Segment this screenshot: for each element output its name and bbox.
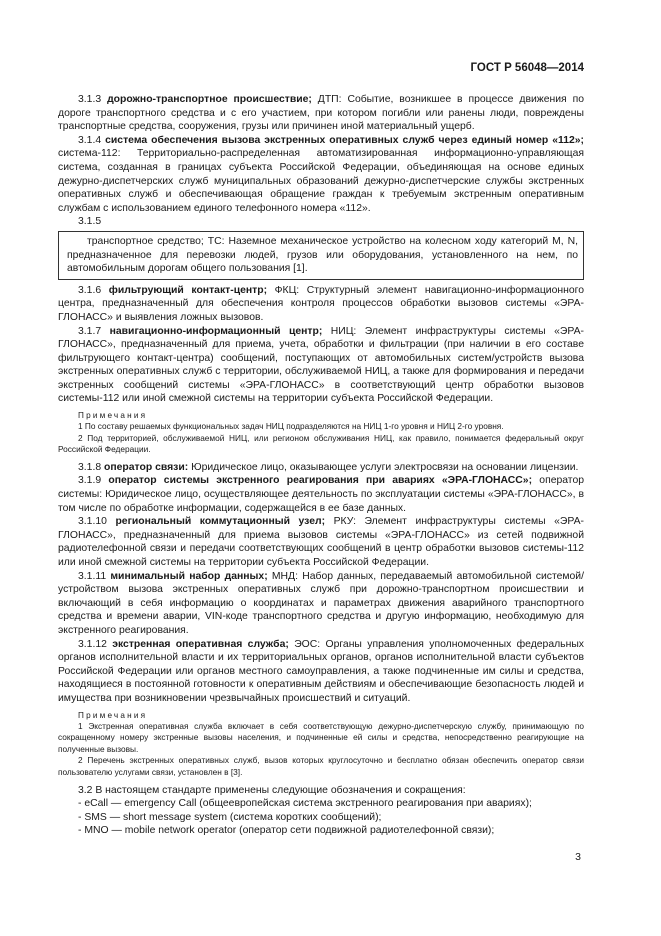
term-definition: НИЦ: Элемент инфраструктуры системы «ЭРА-ГЛОНАСС», предназначенный для приема, учета, обработки и фильтрации (при наличии в его составе фильтрующего контакт-центра) сообщений, поступающих от автомобильных систем/устройств вызова экстренных оперативных служб с территории, обслуживаемой НИЦ, а также для формирования и передачи экстренных сообщений системы «ЭРА-ГЛОНАСС» в соответствующий центр обработки вызовов системы-112 или иной смежной системы на территории субъекта Российской Федерации. bbox=[58, 325, 584, 405]
term-3-1-12 bbox=[58, 638, 584, 706]
term-number: 3.1.9 bbox=[78, 475, 102, 487]
notes-heading: Примечания bbox=[78, 411, 148, 421]
term-title: фильтрующий контакт-центр; bbox=[108, 284, 268, 296]
term-3-1-6 bbox=[58, 284, 584, 325]
term-definition: ДТП: Событие, возникшее в процессе движения по дороге транспортного средства и с его участием, при котором погибли или ранены люди, повреждены транспортные средства, сооружения, грузы или причинен иной материальный ущерб. bbox=[58, 94, 585, 133]
term-definition: оператор системы: Юридическое лицо, осуществляющее деятельность по эксплуатации системы «ЭРА-ГЛОНАСС», в том числе по обработке информации, содержащейся в ее базе данных. bbox=[58, 475, 585, 514]
term-number: 3.1.8 bbox=[78, 461, 102, 473]
term-title: система обеспечения вызова экстренных оперативных служб через единый номер «112»; bbox=[105, 134, 585, 146]
page-body bbox=[58, 93, 584, 838]
term-title: минимальный набор данных; bbox=[110, 570, 268, 582]
term-3-1-4 bbox=[58, 134, 584, 216]
term-3-1-11 bbox=[58, 570, 584, 638]
term-number: 3.1.7 bbox=[78, 325, 102, 337]
term-number: 3.1.6 bbox=[78, 284, 102, 296]
term-title: дорожно-транспортное происшествие; bbox=[107, 94, 312, 105]
note-item: 1 По составу решаемых функциональных задач НИЦ подразделяются на НИЦ 1-го уровня и НИЦ 2-го уровня. bbox=[78, 421, 504, 432]
term-title: региональный коммутационный узел; bbox=[115, 516, 326, 528]
term-3-1-7 bbox=[58, 325, 584, 407]
term-number-3-1-5: 3.1.5 bbox=[78, 216, 102, 228]
term-title: оператор связи: bbox=[104, 461, 189, 473]
term-3-1-8 bbox=[58, 461, 584, 475]
document-id-header: ГОСТ Р 56048—2014 bbox=[470, 62, 584, 74]
page-number: 3 bbox=[575, 851, 581, 863]
term-title: навигационно-информационный центр; bbox=[109, 325, 323, 337]
term-definition: МНД: Набор данных, передаваемый автомобильной системой/устройством вызова экстренных оперативных служб при дорожно-транспортном происшествии и включающий в себя информацию о координатах и параметрах движения аварийного транспортного средства и времени аварии, VIN-коде транспортного средства и другую информацию, необходимую для экстренного реагирования. bbox=[58, 570, 584, 636]
term-title: экстренная оперативная служба; bbox=[112, 638, 289, 650]
term-number: 3.1.3 bbox=[78, 94, 102, 105]
note-item: 2 Под территорией, обслуживаемой НИЦ, или регионом обслуживания НИЦ, как правило, понимается федеральный округ Российской Федерации. bbox=[58, 432, 584, 455]
term-definition: РКУ: Элемент инфраструктуры системы «ЭРА-ГЛОНАСС», предназначенный для приема вызовов системы «ЭРА-ГЛОНАСС» из сетей подвижной радиотелефонной связи и передачи соответствующих сообщений в центр обработки вызовов системы-112 или иной смежной системы на территории субъекта Российской Федерации. bbox=[58, 516, 584, 568]
boxed-term-text: транспортное средство; ТС: Наземное механическое устройство на колесном ходу категорий M, N, предназначенное для перевозки людей, грузов или оборудования, установленного на нем, по автомобильным дорогам общего пользования [1]. bbox=[67, 235, 578, 275]
term-title: оператор системы экстренного реагирования при авариях «ЭРА-ГЛОНАСС»; bbox=[108, 475, 533, 487]
abbreviation-item: - SMS — short message system (система коротких сообщений); bbox=[78, 811, 382, 823]
term-definition: ФКЦ: Структурный элемент навигационно-информационного центра, предназначенный для обеспечения контроля процессов обработки вызовов системы «ЭРА-ГЛОНАСС» и выявления ложных вызовов. bbox=[58, 284, 584, 323]
term-3-1-3 bbox=[58, 93, 584, 134]
term-number: 3.1.10 bbox=[78, 516, 107, 528]
term-number: 3.1.4 bbox=[78, 134, 102, 146]
term-definition: Юридическое лицо, оказывающее услуги электросвязи на основании лицензии. bbox=[188, 461, 579, 473]
note-item: 1 Экстренная оперативная служба включает в себя соответствующую дежурно-диспетчерскую службу, принимающую по сокращенному номеру экстренные вызовы населения, и подчиненные ей силы и средства, непосредственно реагирующие на полученные вызовы. bbox=[58, 720, 584, 754]
term-3-1-9 bbox=[58, 474, 584, 515]
term-number: 3.1.11 bbox=[78, 570, 107, 582]
note-item: 2 Перечень экстренных оперативных служб, вызов которых круглосуточно и бесплатно обязан обеспечить оператор связи пользователю услугами связи, установлен в [3]. bbox=[58, 755, 584, 777]
term-3-1-10 bbox=[58, 515, 584, 569]
boxed-term-definition bbox=[58, 231, 584, 280]
notes-heading: Примечания bbox=[78, 710, 148, 720]
section-3-2-intro: 3.2 В настоящем стандарте применены следующие обозначения и сокращения: bbox=[78, 784, 466, 796]
abbreviation-item: - MNO — mobile network operator (оператор сети подвижной радиотелефонной связи); bbox=[78, 825, 495, 837]
abbreviation-item: - eCall — emergency Call (общеевропейская система экстренного реагирования при авариях); bbox=[78, 798, 532, 810]
term-definition: ЭОС: Органы управления уполномоченных федеральных органов исполнительной власти и их территориальных органов, органов исполнительной власти субъектов Российской Федерации или органов местного самоуправления, а также подчиненные им силы и средства, находящиеся в постоянной готовности к оперативным действиям и обеспечивающие безопасность людей и имущества при возникновении чрезвычайных происшествий и ситуаций. bbox=[58, 638, 584, 704]
term-number: 3.1.12 bbox=[78, 638, 107, 650]
term-definition: система-112: Территориально-распределенная автоматизированная информационно-управляющая система, созданная в границах субъекта Российской Федерации, объединяющая на основе единых дежурно-диспетчерских служб муниципальных образований дежурно-диспетчерские службы экстренных оперативных служб и обеспечивающая обращение граждан к требуемым экстренным оперативным службам с использованием единого телефонного номера «112». bbox=[58, 148, 584, 214]
